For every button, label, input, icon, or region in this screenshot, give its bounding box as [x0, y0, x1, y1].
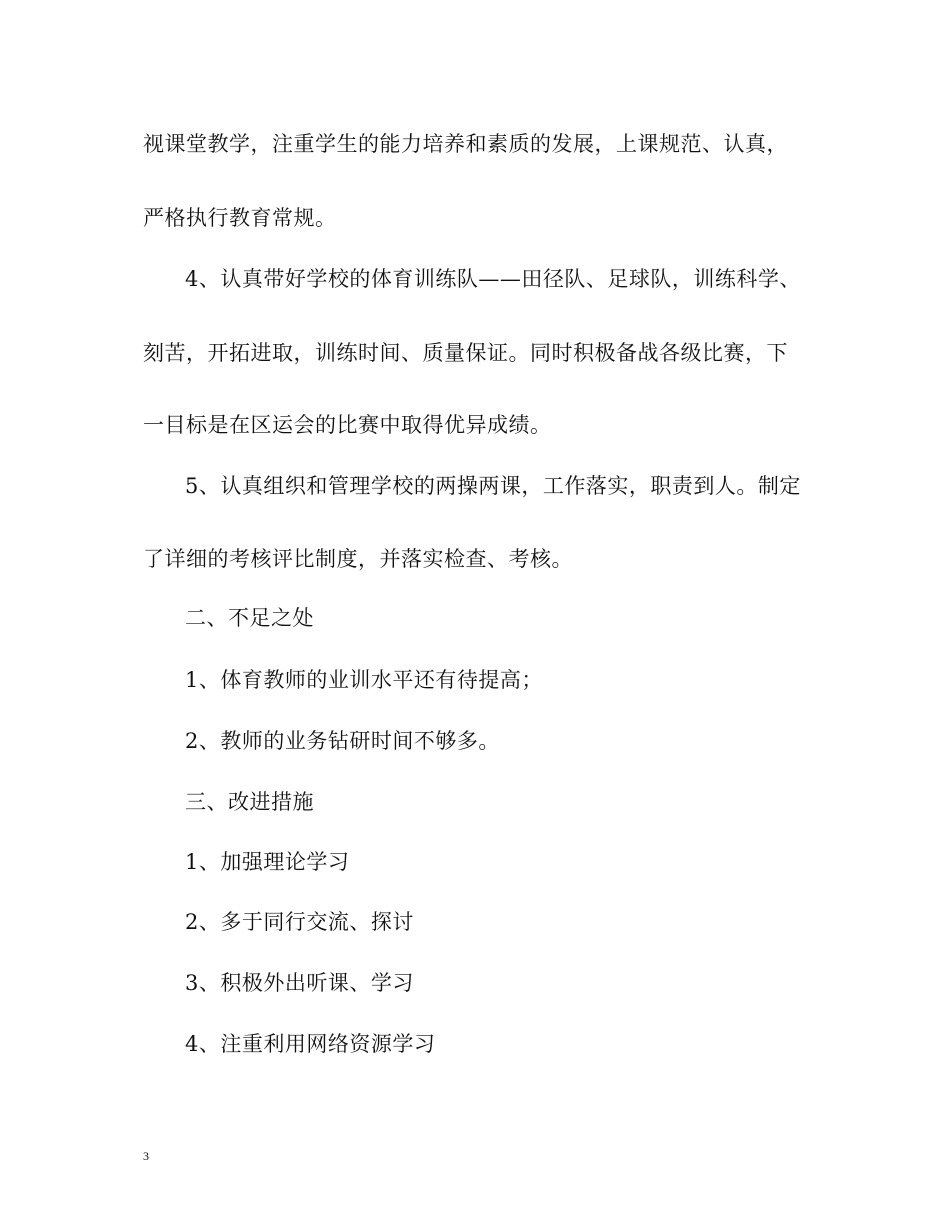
text-line: 视课堂教学，注重学生的能力培养和素质的发展，上课规范、认真，: [143, 132, 788, 156]
list-item: 3、积极外出听课、学习: [185, 971, 414, 995]
text-line: 5、认真组织和管理学校的两操两课，工作落实，职责到人。制定: [185, 474, 801, 498]
page-number: 3: [143, 1149, 149, 1163]
list-item: 1、加强理论学习: [185, 850, 350, 874]
list-item: 2、教师的业务钻研时间不够多。: [185, 729, 500, 753]
section-heading: 三、改进措施: [185, 790, 314, 814]
text-line: 严格执行教育常规。: [143, 206, 337, 230]
text-line: 了详细的考核评比制度，并落实检查、考核。: [143, 547, 573, 571]
list-item: 4、注重利用网络资源学习: [185, 1032, 436, 1056]
text-line: 一目标是在区运会的比赛中取得优异成绩。: [143, 413, 552, 437]
text-line: 4、认真带好学校的体育训练队——田径队、足球队，训练科学、: [185, 267, 801, 291]
section-heading: 二、不足之处: [185, 606, 314, 630]
list-item: 1、体育教师的业训水平还有待提高；: [185, 668, 543, 692]
list-item: 2、多于同行交流、探讨: [185, 910, 414, 934]
text-line: 刻苦，开拓进取，训练时间、质量保证。同时积极备战各级比赛，下: [143, 341, 788, 365]
